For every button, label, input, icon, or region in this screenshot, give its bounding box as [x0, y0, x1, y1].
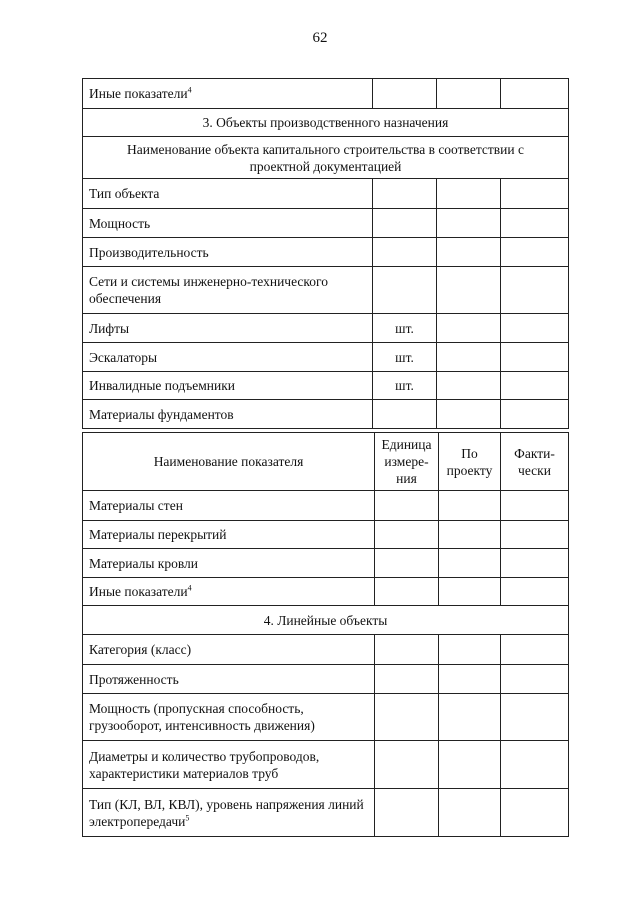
- unit-cell: шт.: [373, 372, 437, 400]
- row-label: Иные показатели$^4$: [83, 578, 375, 606]
- table-row: [83, 372, 569, 400]
- row-label: Материалы фундаментов: [83, 400, 373, 429]
- page-number: 62: [312, 30, 328, 46]
- table-row: [83, 137, 569, 179]
- footnote-marker: 4: [187, 85, 192, 95]
- table-row: [83, 665, 569, 694]
- row-label: Производительность: [83, 238, 373, 267]
- row-label: Категория (класс): [83, 635, 375, 665]
- row-label: Материалы перекрытий: [83, 521, 375, 549]
- unit-cell: шт.: [373, 343, 437, 372]
- row-label: Мощность: [83, 209, 373, 238]
- header-unit: Единица измере-ния: [375, 433, 439, 491]
- row-label: Материалы стен: [83, 491, 375, 521]
- table-row: [83, 549, 569, 578]
- table-row: [83, 179, 569, 209]
- table-header-row: [83, 433, 569, 491]
- table-row: [83, 400, 569, 429]
- table-row: [83, 491, 569, 521]
- table-row: [83, 694, 569, 741]
- table-row: [83, 238, 569, 267]
- table-row: [83, 635, 569, 665]
- row-label: Лифты: [83, 314, 373, 343]
- table-row: [83, 606, 569, 635]
- table-production-objects: [82, 78, 569, 429]
- table-row: [83, 741, 569, 789]
- section-4-title: 4. Линейные объекты: [83, 606, 569, 635]
- header-by-project: По проекту: [439, 433, 501, 491]
- row-label: Иные показатели$^4$: [83, 79, 373, 109]
- unit-cell: шт.: [373, 314, 437, 343]
- row-label: Мощность (пропускная способность, грузооборот, интенсивность движения): [83, 694, 375, 741]
- row-label: Эскалаторы: [83, 343, 373, 372]
- object-name-header: Наименование объекта капитального строительства в соответствии с проектной документацией: [83, 137, 569, 179]
- row-label: Инвалидные подъемники: [83, 372, 373, 400]
- table-row: [83, 789, 569, 837]
- row-label: Тип объекта: [83, 179, 373, 209]
- table-row: [83, 209, 569, 238]
- footnote-marker: 5: [185, 813, 190, 822]
- table-row: [83, 578, 569, 606]
- table-row: [83, 521, 569, 549]
- footnote-marker: 4: [187, 583, 192, 593]
- row-label: Диаметры и количество трубопроводов, характеристики материалов труб: [83, 741, 375, 789]
- header-actual: Факти-чески: [501, 433, 569, 491]
- row-label: Тип (КЛ, ВЛ, КВЛ), уровень напряжения линий электропередачи$^5$: [83, 789, 375, 837]
- table-row: [83, 79, 569, 109]
- table-row: [83, 267, 569, 314]
- row-label: Сети и системы инженерно-технического обеспечения: [83, 267, 373, 314]
- table-row: [83, 343, 569, 372]
- header-name: Наименование показателя: [83, 433, 375, 491]
- section-3-title: 3. Объекты производственного назначения: [83, 109, 569, 137]
- table-row: [83, 109, 569, 137]
- row-label: Протяженность: [83, 665, 375, 694]
- table-row: [83, 314, 569, 343]
- table-indicators: [82, 432, 569, 837]
- row-label: Материалы кровли: [83, 549, 375, 578]
